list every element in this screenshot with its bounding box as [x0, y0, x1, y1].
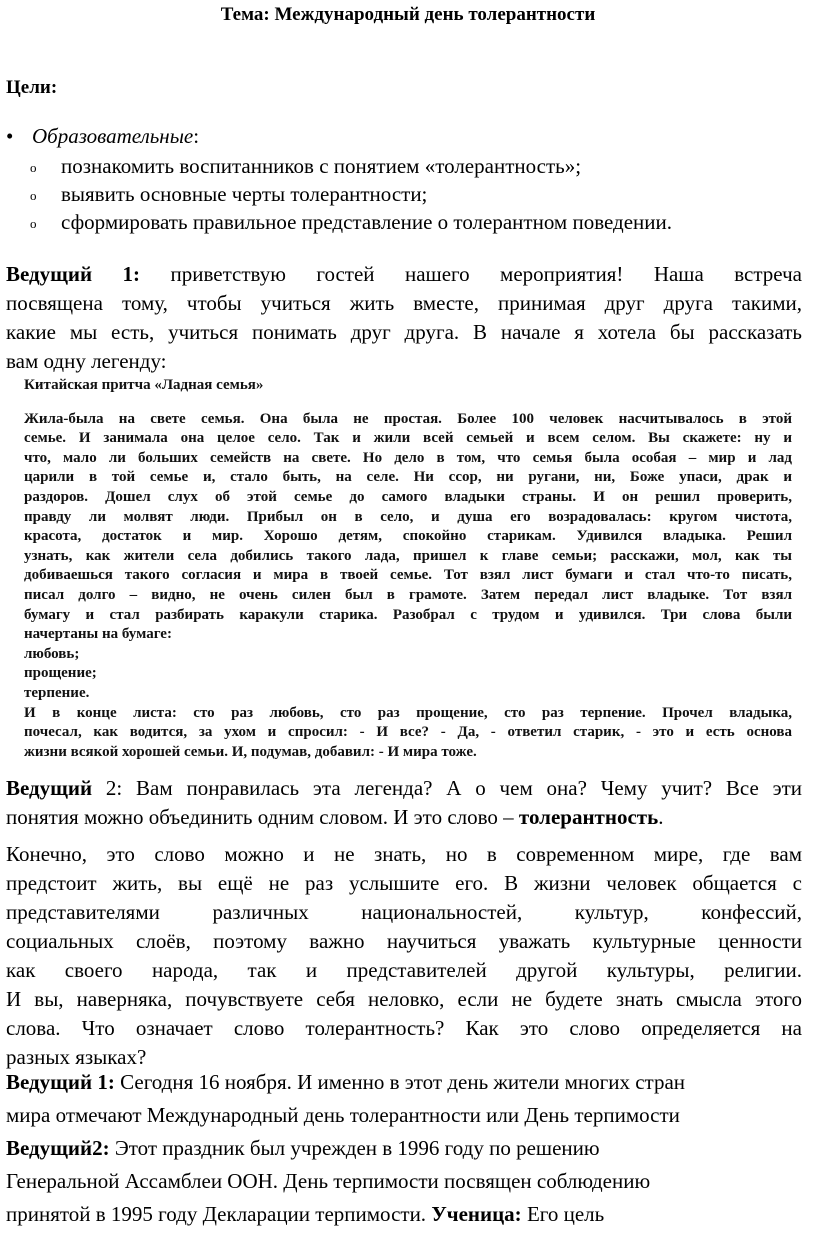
parable-scan: Китайская притча «Ладная семья» Жила-была на свете семья. Она была не простая. Более 100 человек насчитывалось в этой семье. И занимала она целое село. Так и жили всей семьей и всем селом. Вы скажете: ну и что, мало ли больших семейств на свете. Но дело в том, что семья была особая – мир и лад царили в той семье и, стало быть, на селе. Ни ссор, ни ругани, ни, Боже упаси, драк и раздоров. Дошел слух об этой семье до самого владыки страны. И он решил проверить, правду ли молвят люди. Прибыл он в село, и душа его возрадовалась: кругом чистота, красота, достаток и мир. Хорошо детям, спокойно старикам. Удивился владыка. Решил узнать, как жители села добились такого лада, пришел к главе семьи; расскажи, мол, как ты добиваешься такого согласия и мира в твоей семье. Тот взял лист бумаги и стал что-то писать, писал долго – видно, не очень силен был в грамоте. Затем передал лист владыке. Тот взял бумагу и стал разбирать каракули старика. Разобрал с трудом и удивился. Три слова были начертаны на бумаге: любовь; прощение; терпение. И в конце листа: сто раз любовь, сто раз прощение, сто раз терпение. Прочел владыка, почесал, как водится, за ухом и спросил: - И все? - Да, - ответил старик, - это и есть основа жизни всякой хорошей семьи. И, подумав, добавил: - И мира тоже.	[24, 377, 792, 760]
speaker-label: Ведущий2:	[6, 1136, 110, 1160]
goals-heading: Цели:	[6, 77, 58, 98]
host1-intro-paragraph: Ведущий 1: приветствую гостей нашего мероприятия! Наша встреча посвящена тому, чтобы учиться жить вместе, принимая друг друга такими, какие мы есть, учиться понимать друг друга. В начале я хотела бы рассказать вам одну легенду:	[6, 262, 802, 373]
host2-question-paragraph: Ведущий 2: Вам понравилась эта легенда? А о чем она? Чему учит? Все эти понятия можно объединить одним словом. И это слово – толерантность.	[6, 776, 802, 829]
speaker-label: Ведущий	[6, 776, 93, 800]
circle-bullet-icon: o	[30, 216, 37, 231]
speaker-label: Ведущий 1:	[6, 1070, 115, 1094]
speaker-label: Ведущий 1:	[6, 262, 141, 286]
keyword-tolerance: толерантность	[518, 805, 659, 829]
goals-category-label: Образовательные	[32, 124, 194, 148]
document-page: Тема: Международный день толерантности Цели: • Образовательные: o познакомить воспитанников с понятием «толерантность»; o выявить основные черты толерантности; o сформировать правильное представление о толерантном поведении. Ведущий 1: приветствую гостей нашего мероприятия! Наша встреча посвящена тому, чтобы учиться жить вместе, принимая друг друга такими, какие мы есть, учиться понимать друг друга. В начале я хотела бы рассказать вам одну легенду: Китайская притча «Ладная семья» Жила-была на свете семья. Она была не простая. Более 100 человек насчитывалось в этой семье. И занимала она целое село. Так и жили всей семьей и всем селом. Вы скажете: ну и что, мало ли больших семейств на свете. Но дело в том, что семья была особая – мир и лад царили в той семье и, стало быть, на селе. Ни ссор, ни ругани, ни, Боже упаси, драк и раздоров. Дошел слух об этой семье до самого владыки страны. И он решил проверить, правду ли молвят люди. Прибыл он в село, и душа его возрадовалась: кругом чистота, красота, достаток и мир. Хорошо детям, спокойно старикам. Удивился владыка. Решил узнать, как жители села добились такого лада, пришел к главе семьи; расскажи, мол, как ты добиваешься такого согласия и мира в твоей семье. Тот взял лист бумаги и стал что-то писать, писал долго – видно, не очень силен был в грамоте. Затем передал лист владыке. Тот взял бумагу и стал разбирать каракули старика. Разобрал с трудом и удивился. Три слова были начертаны на бумаге: любовь; прощение; терпение. И в конце листа: сто раз любовь, сто раз прощение, сто раз терпение. Прочел владыка, почесал, как водится, за ухом и спросил: - И все? - Да, - ответил старик, - это и есть основа жизни всякой хорошей семьи. И, подумав, добавил: - И мира тоже. Ведущий 2: Вам понравилась эта легенда? А о чем она? Чему учит? Все эти понятия можно объединить одним словом. И это слово – толерантность. Конечно, это слово можно и не знать, но в современном мире, где вам предстоит жить, вы ещё не раз услышите его. В жизни человек общается с представителями различных национальностей, культур, конфессий, социальных слоёв, поэтому важно научиться уважать культурные ценности как своего народа, так и представителей другой культуры, религии. И вы, наверняка, почувствуете себя неловко, если не будете знать смысла этого слова. Что означает слово толерантность? Как это слово определяется на разных языках? Ведущий 1: Сегодня 16 ноября. И именно в этот день жители многих стран мира отмечают Международный день толерантности или День терпимости Ведущий2: Этот праздник был учрежден в 1996 году по решению Генеральной Ассамблеи ООН. День терпимости посвящен соблюдению принятой в 1995 году Декларации терпимости. Ученица: Его цель	[0, 0, 816, 1246]
host-history-paragraph: Ведущий 1: Сегодня 16 ноября. И именно в этот день жители многих стран мира отмечают Международный день толерантности или День терпимости Ведущий2: Этот праздник был учрежден в 1996 году по решению Генеральной Ассамблеи ООН. День терпимости посвящен соблюдению принятой в 1995 году Декларации терпимости. Ученица: Его цель	[6, 1070, 686, 1226]
circle-bullet-icon: o	[30, 160, 37, 175]
circle-bullet-icon: o	[30, 188, 37, 203]
page-title: Тема: Международный день толерантности	[220, 4, 596, 25]
parable-title: Китайская притча «Ладная семья»	[24, 377, 264, 393]
speaker-label: Ученица:	[431, 1202, 522, 1226]
explanation-paragraph: Конечно, это слово можно и не знать, но в современном мире, где вам предстоит жить, вы ещё не раз услышите его. В жизни человек общается с представителями различных национальностей, культур, конфессий, социальных слоёв, поэтому важно научиться уважать культурные ценности как своего народа, так и представителей другой культуры, религии. И вы, наверняка, почувствуете себя неловко, если не будете знать смысла этого слова. Что означает слово толерантность? Как это слово определяется на разных языках?	[6, 842, 802, 1069]
bullet-icon: •	[6, 124, 14, 148]
